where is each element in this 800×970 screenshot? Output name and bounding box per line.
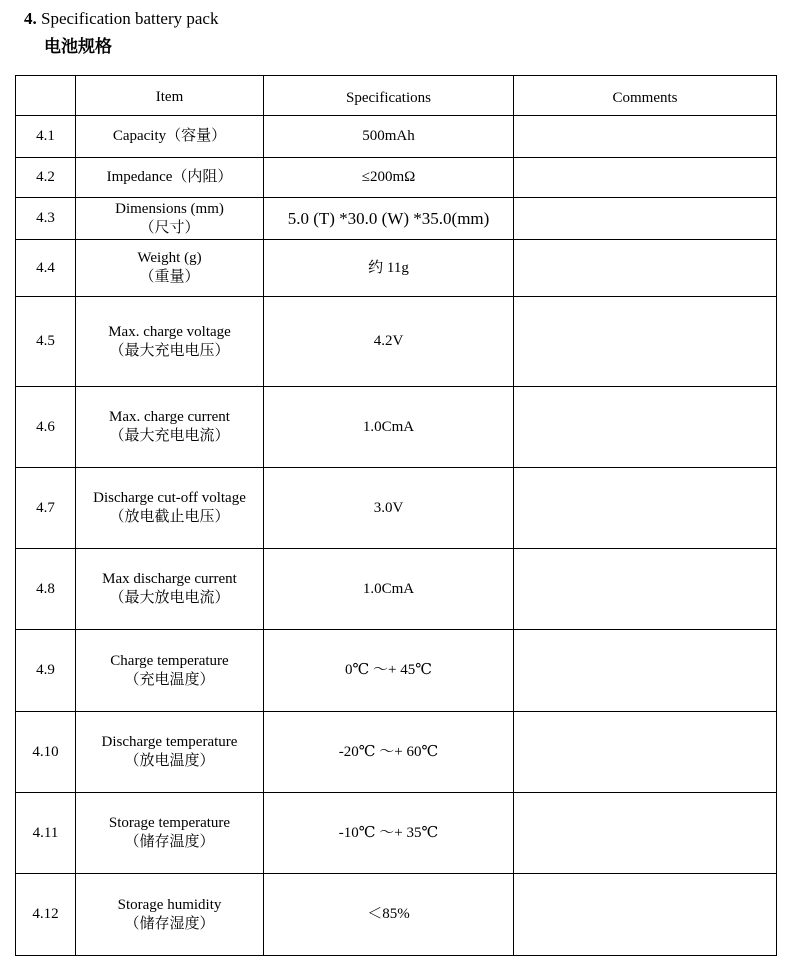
row-item (76, 712, 264, 793)
row-number: 4.7 (16, 468, 76, 549)
row-item (76, 116, 264, 158)
row-comment (514, 387, 777, 468)
row-item (76, 468, 264, 549)
row-comment (514, 712, 777, 793)
item-name-en: Weight (g) (137, 250, 202, 266)
table-header-row (16, 76, 777, 116)
table-row (16, 297, 777, 387)
row-specification: -20℃ ～+ 60℃ (264, 712, 514, 793)
table-row (16, 874, 777, 956)
row-specification: 3.0V (264, 468, 514, 549)
row-item (76, 158, 264, 198)
section-title: Specification battery pack (36, 9, 219, 28)
item-name-en: Impedance（内阻） (106, 169, 233, 185)
row-specification: 约 11g (264, 240, 514, 297)
section-heading (24, 8, 218, 30)
row-comment (514, 116, 777, 158)
row-specification: 1.0CmA (264, 549, 514, 630)
battery-spec-table (15, 75, 777, 956)
row-number: 4.2 (16, 158, 76, 198)
item-name-cn: （储存湿度） (124, 915, 215, 932)
row-number: 4.6 (16, 387, 76, 468)
item-name-cn: （尺寸） (139, 219, 200, 236)
table-row (16, 630, 777, 712)
item-name-cn: （充电温度） (124, 671, 215, 688)
table-row (16, 468, 777, 549)
header-index (16, 76, 76, 116)
item-name-en: Max. charge voltage (108, 323, 231, 340)
header-comments: Comments (514, 76, 777, 116)
row-item (76, 874, 264, 956)
row-specification: ≤200mΩ (264, 158, 514, 198)
row-specification: 1.0CmA (264, 387, 514, 468)
item-name-cn: （重量） (139, 269, 200, 285)
table-row (16, 712, 777, 793)
row-item (76, 549, 264, 630)
row-specification: ＜85% (264, 874, 514, 956)
item-name-cn: （放电温度） (124, 753, 215, 769)
item-name-cn: （最大充电电压） (109, 342, 230, 359)
table-row (16, 793, 777, 874)
row-comment (514, 240, 777, 297)
row-comment (514, 198, 777, 240)
row-item (76, 793, 264, 874)
row-number: 4.4 (16, 240, 76, 297)
table-row (16, 387, 777, 468)
section-number: 4. (24, 9, 37, 28)
row-comment (514, 793, 777, 874)
item-name-en: Charge temperature (110, 652, 229, 669)
row-number: 4.1 (16, 116, 76, 158)
row-comment (514, 874, 777, 956)
row-item (76, 387, 264, 468)
item-name-en: Capacity（容量） (112, 128, 227, 144)
item-name-cn: （放电截止电压） (109, 509, 230, 525)
row-comment (514, 549, 777, 630)
item-name-cn: （最大充电电流） (109, 428, 230, 444)
row-specification: 4.2V (264, 297, 514, 387)
header-item: Item (76, 76, 264, 116)
row-number: 4.11 (16, 793, 76, 874)
table-row (16, 158, 777, 198)
row-comment (514, 297, 777, 387)
row-item (76, 198, 264, 240)
row-specification: 5.0 (T) *30.0 (W) *35.0(mm) (264, 198, 514, 240)
item-name-cn: （最大放电电流） (109, 590, 230, 606)
table-row (16, 198, 777, 240)
row-item (76, 630, 264, 712)
item-name-en: Storage humidity (117, 896, 222, 913)
item-name-cn: （储存温度） (124, 834, 215, 850)
row-number: 4.10 (16, 712, 76, 793)
row-comment (514, 468, 777, 549)
item-name-en: Discharge temperature (101, 734, 238, 750)
row-number: 4.8 (16, 549, 76, 630)
table-body (16, 116, 777, 956)
row-specification: 0℃ ～+ 45℃ (264, 630, 514, 712)
section-subtitle-cn: 电池规格 (44, 37, 112, 56)
item-name-en: Max discharge current (102, 571, 237, 587)
table-row (16, 116, 777, 158)
item-name-en: Max. charge current (109, 409, 230, 425)
row-specification: -10℃ ～+ 35℃ (264, 793, 514, 874)
row-number: 4.5 (16, 297, 76, 387)
row-number: 4.9 (16, 630, 76, 712)
item-name-en: Discharge cut-off voltage (93, 490, 246, 506)
row-item (76, 297, 264, 387)
row-number: 4.3 (16, 198, 76, 240)
row-comment (514, 630, 777, 712)
item-name-en: Storage temperature (108, 815, 231, 831)
row-specification: 500mAh (264, 116, 514, 158)
row-item (76, 240, 264, 297)
item-name-en: Dimensions (mm) (115, 200, 224, 217)
row-comment (514, 158, 777, 198)
row-number: 4.12 (16, 874, 76, 956)
table-row (16, 549, 777, 630)
header-specifications: Specifications (264, 76, 514, 116)
table-row (16, 240, 777, 297)
